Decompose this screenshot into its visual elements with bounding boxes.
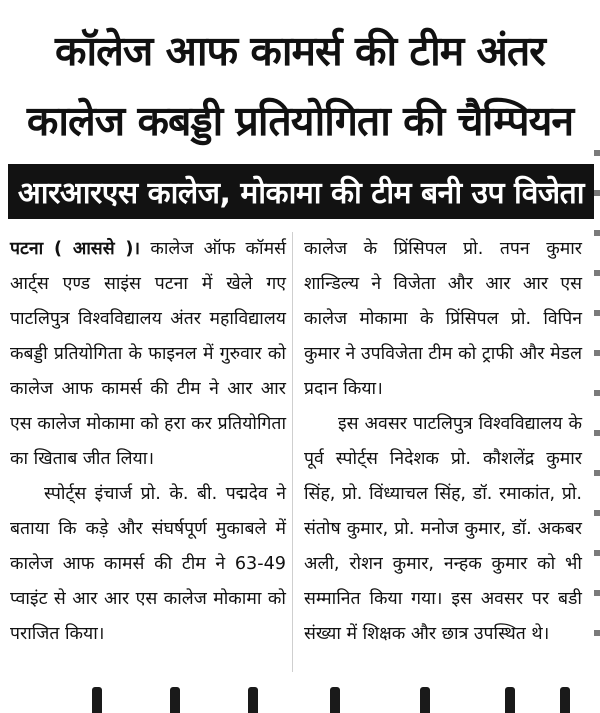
paragraph-3: कालेज के प्रिंसिपल प्रो. तपन कुमार शान्डिल्य ने विजेता और आर आर एस कालेज मोकामा के प्रिंसिपल प्रो. विपिन कुमार ने उपविजेता टीम को ट्राफी और मेडल प्रदान किया।: [304, 239, 582, 399]
article-column-right: [304, 232, 582, 652]
dateline: पटना ( आससे )।: [10, 239, 141, 259]
adjacent-column-edge: [594, 150, 600, 650]
paragraph-2: स्पोर्ट्स इंचार्ज प्रो. के. बी. पद्मदेव ने बताया कि कड़े और संघर्षपूर्ण मुकाबले में कालेज आफ कामर्स की टीम ने 63-49 प्वाइंट से आर आर एस कालेज मोकामा को पराजित किया।: [10, 484, 286, 644]
article-column-left: [10, 232, 286, 652]
next-headline-fragment: [0, 680, 600, 713]
headline-line-2: कालेज कबड्डी प्रतियोगिता की चैम्पियन: [26, 97, 574, 145]
headline-line-1: कॉलेज आफ कामर्स की टीम अंतर: [55, 27, 545, 75]
paragraph-4: इस अवसर पाटलिपुत्र विश्वविद्यालय के पूर्व स्पोर्ट्स निदेशक प्रो. कौशलेंद्र कुमार सिंह, प्रो. विंध्याचल सिंह, डॉ. रमाकांत, प्रो. संतोष कुमार, प्रो. मनोज कुमार, डॉ. अकबर अली, रोशन कुमार, नन्हक कुमार को भी सम्मानित किया गया। इस अवसर पर बडी संख्या में शिक्षक और छात्र उपस्थित थे।: [304, 414, 582, 644]
column-divider: [292, 232, 293, 672]
subheadline-bar: [8, 164, 594, 219]
paragraph-1: [10, 232, 286, 477]
subheadline: आरआरएस कालेज, मोकामा की टीम बनी उप विजेता: [17, 176, 585, 211]
paragraph-1-text: कालेज ऑफ कॉमर्स आर्ट्स एण्ड साइंस पटना में खेले गए पाटलिपुत्र विश्वविद्यालय अंतर महाविद्यालय कबड्डी प्रतियोगिता के फाइनल में गुरुवार को कालेज आफ कामर्स की टीम ने आर आर एस कालेज मोकामा को हरा कर प्रतियोगिता का खिताब जीत लिया।: [10, 239, 286, 469]
